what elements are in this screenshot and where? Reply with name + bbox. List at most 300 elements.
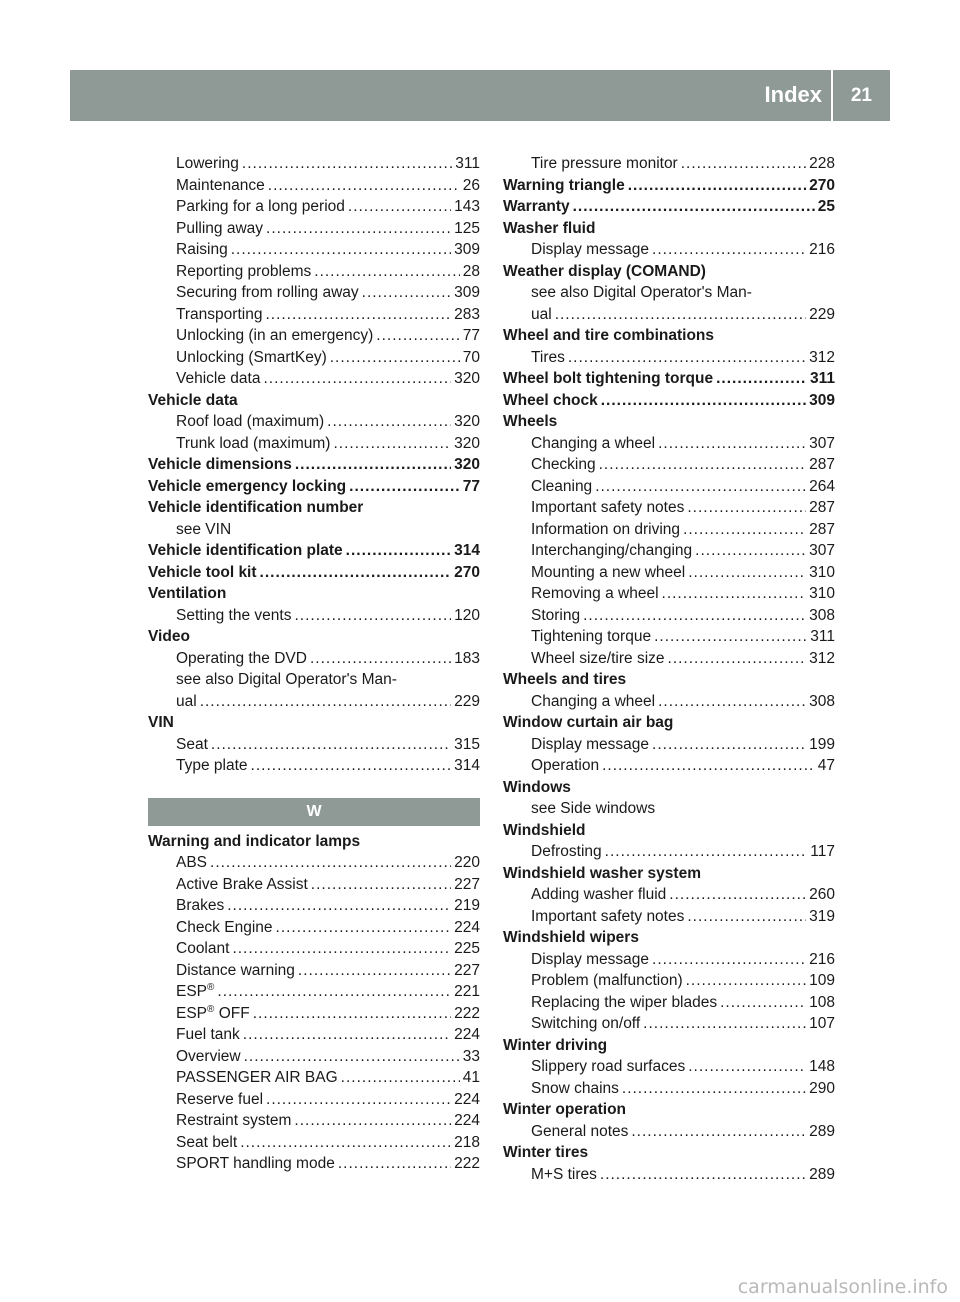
index-entry (148, 239, 480, 261)
page-reference[interactable]: 312 (809, 348, 835, 366)
page-reference[interactable]: 309 (454, 284, 480, 301)
index-entry (148, 196, 480, 218)
page-reference[interactable]: 264 (809, 477, 835, 495)
index-entry (503, 734, 835, 756)
entry-text (531, 519, 680, 541)
index-entry (148, 304, 480, 326)
index-entry (148, 1067, 480, 1089)
dot-leader (687, 906, 806, 928)
watermark-text: carmanualsonline.info (737, 1276, 948, 1298)
dot-leader (601, 390, 806, 412)
page-reference[interactable]: 320 (454, 370, 480, 387)
dot-leader (643, 1013, 806, 1035)
entry-label: Unlocking (in an emergency) (176, 327, 374, 344)
header-title: Index (764, 82, 822, 107)
entry-text (531, 691, 655, 713)
entry-label: Unlocking (SmartKey) (176, 348, 327, 366)
index-entry (148, 218, 480, 240)
entry-text (176, 153, 239, 175)
page-reference[interactable]: 225 (454, 940, 480, 957)
page-reference[interactable]: 183 (454, 649, 480, 667)
index-entry (148, 1024, 480, 1046)
index-entry (148, 960, 480, 982)
entry-text (531, 734, 649, 756)
page-reference[interactable]: 311 (455, 155, 480, 172)
entry-text (531, 755, 599, 777)
page-reference[interactable]: 320 (454, 456, 480, 473)
entry-text (531, 884, 666, 906)
page-reference[interactable]: 220 (454, 854, 480, 871)
page-reference[interactable]: 216 (809, 950, 835, 968)
index-entry (503, 519, 835, 541)
index-heading (503, 196, 835, 218)
page-reference[interactable]: 309 (454, 241, 480, 258)
entry-text (531, 906, 684, 928)
entry-label: Wheel and tire combinations (503, 327, 714, 344)
entry-label: ESP (176, 1004, 208, 1022)
entry-label: Display message (531, 735, 650, 753)
entry-label: Restraint system (176, 1112, 292, 1129)
entry-text (176, 938, 229, 960)
page-reference[interactable]: 33 (462, 1047, 480, 1065)
page-reference[interactable]: 41 (462, 1069, 480, 1086)
entry-label: Warning and indicator lamps (148, 832, 361, 850)
entry-label: Changing a wheel (531, 434, 656, 452)
entry-text (176, 519, 231, 541)
dot-leader (310, 648, 451, 670)
entry-text (503, 712, 673, 734)
entry-label: Wheels and tires (503, 671, 627, 688)
entry-label: Coolant (176, 940, 230, 957)
page-reference[interactable]: 287 (809, 456, 835, 473)
header-divider (831, 70, 833, 121)
entry-label: Reporting problems (176, 262, 312, 280)
dot-leader (210, 852, 451, 874)
entry-label: Active Brake Assist (176, 875, 308, 893)
entry-text (503, 863, 701, 885)
dot-leader (681, 153, 806, 175)
entry-label: Problem (malfunction) (531, 972, 683, 989)
dot-leader (330, 347, 460, 369)
dot-leader (602, 755, 815, 777)
page-reference[interactable]: 221 (454, 983, 480, 1000)
entry-text (503, 927, 639, 949)
index-entry (148, 347, 480, 369)
page-reference[interactable]: 25 (817, 198, 835, 215)
entry-label: Vehicle emergency locking (148, 477, 347, 495)
dot-leader (263, 368, 451, 390)
page-reference[interactable]: 260 (809, 886, 835, 903)
page-reference[interactable]: 199 (809, 735, 835, 753)
index-heading (503, 261, 835, 283)
page-reference[interactable]: 222 (454, 1155, 480, 1172)
entry-label: Setting the vents (176, 606, 292, 624)
entry-label: Winter driving (503, 1036, 608, 1054)
page-reference[interactable]: 109 (809, 972, 835, 989)
page-reference[interactable]: 308 (809, 692, 835, 710)
entry-text (503, 196, 570, 218)
dot-leader (217, 981, 451, 1003)
entry-label: Mounting a new wheel (531, 563, 686, 581)
entry-label: Snow chains (531, 1079, 619, 1097)
entry-text (148, 390, 238, 412)
entry-text (531, 454, 596, 476)
entry-text (531, 648, 665, 670)
entry-label: PASSENGER AIR BAG (176, 1069, 338, 1086)
dot-leader (631, 1121, 806, 1143)
index-heading (148, 831, 480, 853)
entry-text (503, 777, 571, 799)
entry-text (531, 433, 655, 455)
dot-leader (652, 949, 806, 971)
index-entry (148, 874, 480, 896)
entry-text (531, 540, 692, 562)
index-entry (503, 153, 835, 175)
entry-label: Warning triangle (503, 176, 625, 194)
index-entry (503, 1078, 835, 1100)
entry-text (148, 583, 226, 605)
index-entry (503, 304, 835, 326)
entry-text (503, 390, 598, 412)
index-entry (503, 992, 835, 1014)
page-reference[interactable]: 227 (454, 875, 480, 893)
entry-label: Wheel bolt tightening torque (503, 370, 714, 387)
entry-text (531, 798, 655, 820)
dot-leader (260, 562, 452, 584)
dot-leader (595, 476, 806, 498)
page-reference[interactable]: 289 (809, 1122, 835, 1140)
page-reference[interactable]: 148 (809, 1058, 835, 1075)
dot-leader (200, 691, 451, 713)
entry-label: Reserve fuel (176, 1090, 264, 1108)
dot-leader (276, 917, 452, 939)
entry-text (176, 368, 260, 390)
index-entry (148, 1132, 480, 1154)
index-entry (148, 153, 480, 175)
entry-label: see Side windows (531, 800, 656, 817)
index-entry (148, 605, 480, 627)
entry-text (176, 917, 273, 939)
entry-text (531, 1013, 640, 1035)
page-reference[interactable]: 309 (809, 391, 835, 409)
page-number: 21 (850, 85, 872, 106)
entry-text (176, 411, 324, 433)
page-reference[interactable]: 224 (454, 1112, 480, 1129)
index-entry (148, 734, 480, 756)
entry-label: Vehicle tool kit (148, 563, 257, 581)
entry-label-suffix: OFF (214, 1004, 250, 1022)
index-entry (503, 1056, 835, 1078)
index-entry (503, 648, 835, 670)
entry-label: see VIN (176, 520, 232, 538)
page-reference[interactable]: 315 (454, 735, 480, 753)
entry-label: Windshield wipers (503, 929, 639, 946)
entry-label: Raising (176, 241, 228, 258)
entry-label: Removing a wheel (531, 585, 659, 602)
dot-leader (268, 175, 460, 197)
entry-label: Window curtain air bag (503, 714, 674, 731)
dot-leader (376, 325, 459, 347)
entry-label: ABS (176, 854, 208, 871)
dot-leader (242, 153, 452, 175)
entry-text (176, 347, 327, 369)
entry-label: Maintenance (176, 176, 265, 194)
page-reference[interactable]: 143 (454, 198, 480, 215)
page-reference[interactable]: 310 (809, 585, 835, 602)
entry-text (176, 325, 373, 347)
entry-text (531, 992, 717, 1014)
page-reference[interactable]: 312 (809, 649, 835, 667)
page-reference[interactable]: 47 (817, 757, 835, 774)
dot-leader (583, 605, 806, 627)
entry-text (176, 175, 265, 197)
page-reference[interactable]: 308 (809, 606, 835, 624)
entry-text (503, 325, 714, 347)
page-reference[interactable]: 319 (809, 907, 835, 925)
index-entry (148, 917, 480, 939)
entry-label: Interchanging/changing (531, 542, 693, 559)
page-reference[interactable]: 320 (454, 413, 480, 430)
entry-text (531, 970, 683, 992)
page-reference[interactable]: 218 (454, 1133, 480, 1151)
page-reference[interactable]: 120 (454, 606, 480, 624)
entry-label: Tightening torque (531, 628, 652, 645)
entry-text (148, 540, 343, 562)
entry-text (176, 282, 359, 304)
index-entry (503, 1013, 835, 1035)
entry-text (176, 433, 330, 455)
page-reference[interactable]: 289 (809, 1165, 835, 1183)
entry-label: Wheel size/tire size (531, 649, 665, 667)
dot-leader (683, 519, 806, 541)
page-reference[interactable]: 229 (454, 692, 480, 710)
page-reference[interactable]: 314 (454, 757, 480, 774)
index-entry (503, 433, 835, 455)
index-entry (148, 938, 480, 960)
dot-leader (688, 1056, 806, 1078)
entry-text (531, 347, 565, 369)
entry-text (531, 476, 592, 498)
entry-label: Securing from rolling away (176, 284, 359, 301)
dot-leader (338, 1153, 451, 1175)
dot-leader (688, 562, 806, 584)
index-entry (148, 282, 480, 304)
entry-label: Vehicle dimensions (148, 456, 292, 473)
page-reference[interactable]: 108 (809, 993, 835, 1011)
dot-leader (652, 239, 806, 261)
page-reference[interactable]: 311 (809, 370, 835, 387)
page-reference[interactable]: 216 (809, 241, 835, 258)
entry-text (176, 1067, 338, 1089)
entry-label: Adding washer fluid (531, 886, 667, 903)
entry-text (531, 1121, 628, 1143)
page-reference[interactable]: 290 (809, 1079, 835, 1097)
entry-label: Display message (531, 241, 650, 258)
index-entry (503, 949, 835, 971)
entry-label: Vehicle data (176, 370, 261, 387)
index-heading (503, 1099, 835, 1121)
entry-text (148, 626, 190, 648)
entry-label: Windshield (503, 821, 586, 839)
entry-text (176, 895, 224, 917)
page-reference[interactable]: 224 (454, 1090, 480, 1108)
entry-label: Overview (176, 1047, 241, 1065)
dot-leader (349, 476, 460, 498)
page-reference[interactable]: 125 (454, 219, 480, 237)
dot-leader (240, 1132, 451, 1154)
entry-text (176, 981, 214, 1003)
index-list-left-top (148, 153, 480, 777)
index-entry (148, 1089, 480, 1111)
page-reference[interactable]: 28 (462, 262, 480, 280)
entry-label: Winter tires (503, 1144, 589, 1161)
entry-label: Defrosting (531, 843, 602, 860)
dot-leader (298, 960, 451, 982)
entry-text (148, 476, 346, 498)
entry-label: Weather display (COMAND) (503, 262, 706, 280)
dot-leader (362, 282, 451, 304)
index-entry (148, 368, 480, 390)
page-reference[interactable]: 228 (809, 155, 835, 172)
dot-leader (669, 884, 806, 906)
entry-label: Tire pressure monitor (531, 155, 678, 172)
page-reference[interactable]: 117 (810, 843, 835, 860)
index-heading (148, 497, 480, 519)
index-heading (503, 927, 835, 949)
page-reference[interactable]: 222 (454, 1004, 480, 1022)
index-heading (503, 411, 835, 433)
index-entry (148, 755, 480, 777)
entry-text (503, 411, 557, 433)
dot-leader (211, 734, 451, 756)
entry-text (503, 261, 706, 283)
page-reference[interactable]: 311 (810, 628, 835, 645)
page-reference[interactable]: 227 (454, 961, 480, 979)
entry-text (531, 841, 602, 863)
index-heading (148, 583, 480, 605)
page-reference[interactable]: 307 (809, 434, 835, 452)
page-reference[interactable]: 77 (462, 327, 480, 344)
dot-leader (231, 239, 451, 261)
index-entry (503, 755, 835, 777)
entry-text (531, 605, 580, 627)
entry-text (176, 691, 197, 713)
entry-text (531, 153, 678, 175)
entry-label: Wheel chock (503, 391, 598, 409)
page-reference[interactable]: 224 (454, 1026, 480, 1043)
page-reference[interactable]: 287 (809, 499, 835, 516)
page-reference[interactable]: 77 (462, 477, 480, 495)
section-letter-band: W (148, 798, 480, 826)
index-entry (148, 1110, 480, 1132)
entry-label: Lowering (176, 155, 239, 172)
entry-text (176, 874, 308, 896)
dot-leader (652, 734, 806, 756)
entry-label: Seat belt (176, 1133, 238, 1151)
dot-leader (346, 540, 451, 562)
entry-text (176, 218, 263, 240)
index-entry (503, 497, 835, 519)
entry-label: Roof load (maximum) (176, 413, 325, 430)
dot-leader (311, 874, 451, 896)
index-entry (503, 562, 835, 584)
entry-label: Pulling away (176, 219, 264, 237)
index-entry (503, 454, 835, 476)
page-reference[interactable]: 26 (462, 176, 480, 194)
dot-leader (720, 992, 806, 1014)
entry-label: Replacing the wiper blades (531, 993, 718, 1011)
index-entry (503, 1164, 835, 1186)
dot-leader (251, 755, 452, 777)
index-entry (148, 261, 480, 283)
page-reference[interactable]: 224 (454, 918, 480, 936)
entry-label: Ventilation (148, 585, 227, 602)
entry-label: Vehicle identification number (148, 499, 364, 516)
page-reference[interactable]: 107 (809, 1015, 835, 1032)
page-reference[interactable]: 310 (809, 563, 835, 581)
entry-text (176, 1046, 241, 1068)
index-heading (503, 863, 835, 885)
index-entry (148, 895, 480, 917)
page-reference[interactable]: 70 (462, 348, 480, 366)
index-entry (148, 433, 480, 455)
dot-leader (253, 1003, 451, 1025)
index-entry (503, 347, 835, 369)
page-reference[interactable]: 219 (454, 897, 480, 914)
entry-text (531, 1078, 619, 1100)
dot-leader (568, 347, 806, 369)
index-entry (503, 605, 835, 627)
entry-text (176, 1089, 263, 1111)
entry-text (503, 1142, 588, 1164)
index-column-left (148, 153, 480, 1175)
entry-label: Changing a wheel (531, 692, 656, 710)
page-reference[interactable]: 287 (809, 520, 835, 538)
page-reference[interactable]: 270 (454, 563, 480, 581)
entry-text (176, 1110, 291, 1132)
dot-leader (327, 411, 451, 433)
entry-text (176, 1153, 335, 1175)
dot-leader (265, 304, 451, 326)
entry-label: Distance warning (176, 961, 295, 979)
dot-leader (658, 691, 806, 713)
page-reference[interactable]: 283 (454, 305, 480, 323)
entry-text (148, 712, 174, 734)
page-reference[interactable]: 229 (809, 305, 835, 323)
header-bar (70, 70, 890, 121)
entry-label: Parking for a long period (176, 198, 345, 215)
page-reference[interactable]: 270 (809, 176, 835, 194)
entry-label: Operation (531, 757, 600, 774)
dot-leader (266, 1089, 451, 1111)
entry-text (503, 820, 586, 842)
dot-leader (658, 433, 806, 455)
dot-leader (599, 454, 807, 476)
index-entry (503, 1121, 835, 1143)
dot-leader (341, 1067, 460, 1089)
entry-text (503, 368, 713, 390)
index-entry (148, 669, 480, 691)
entry-label: Vehicle identification plate (148, 542, 343, 559)
entry-label: ual (176, 692, 197, 710)
entry-text (531, 583, 659, 605)
index-heading (503, 390, 835, 412)
page-reference[interactable]: 307 (809, 542, 835, 559)
index-entry (148, 852, 480, 874)
index-heading (503, 175, 835, 197)
page-reference[interactable]: 314 (454, 542, 480, 559)
page-reference[interactable]: 320 (454, 434, 480, 452)
